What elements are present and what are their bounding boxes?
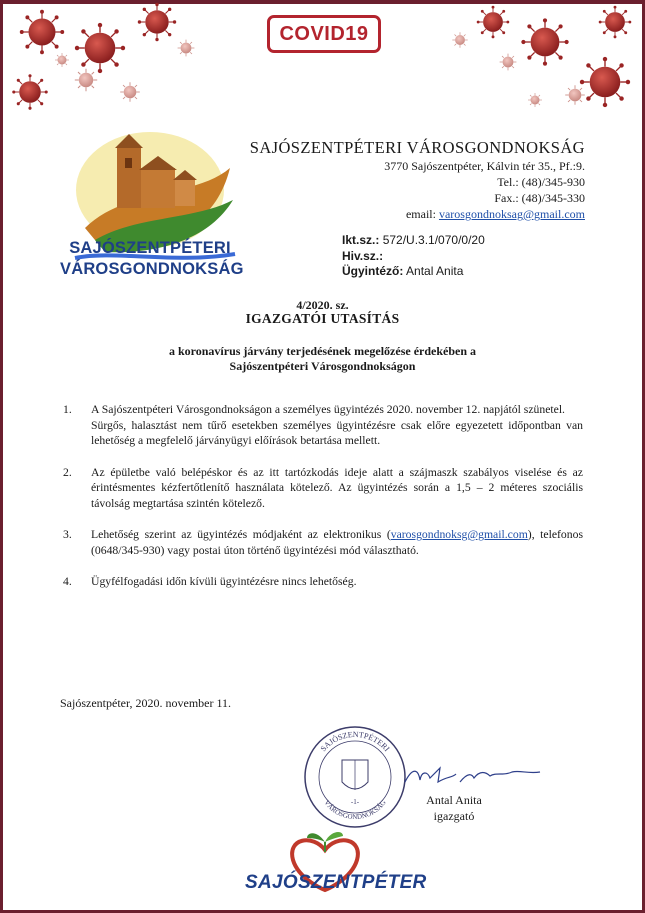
document-number: 4/2020. sz. <box>296 298 349 312</box>
list-item <box>63 465 583 512</box>
org-email-label: email: <box>405 207 436 221</box>
stamp-bottom-text: VÁROSGONDNOKSÁG <box>322 798 388 822</box>
stamp-center-text: -1- <box>350 798 360 806</box>
org-fax: Fax.: (48)/345-330 <box>494 191 585 205</box>
organization-header <box>250 137 585 222</box>
item-number: 3. <box>63 528 72 541</box>
reference-block <box>342 233 485 280</box>
item-text-pre: Lehetőség szerint az ügyintézés módjaként az elektronikus ( <box>91 528 391 541</box>
ref-ugyintezo-label: Ügyintéző: <box>342 264 404 278</box>
item-number: 2. <box>63 465 72 479</box>
org-name: SAJÓSZENTPÉTERI VÁROSGONDNOKSÁG <box>249 138 585 157</box>
signer-block <box>418 792 490 824</box>
ref-hiv-row <box>342 249 485 265</box>
item-text: Ügyfélfogadási időn kívüli ügyintézésre nincs lehetőség. <box>91 575 357 588</box>
ref-ikt-row <box>342 233 485 249</box>
item-text-post: ), telefonos (0648/345-930) vagy postai úton történő ügyintézési mód választható. <box>91 528 583 557</box>
city-logo-wordmark: SAJÓSZENTPÉTER <box>245 872 427 893</box>
ref-ikt-label: Ikt.sz.: <box>342 233 380 247</box>
instruction-list <box>63 402 583 606</box>
list-item <box>63 527 583 558</box>
list-item <box>63 574 583 590</box>
ref-hiv-label: Hiv.sz.: <box>342 248 384 263</box>
item-text <box>91 527 583 558</box>
signer-name: Antal Anita <box>426 793 482 807</box>
document-title: IGAZGATÓI UTASÍTÁS <box>245 311 400 326</box>
logo-line-2: VÁROSGONDNOKSÁG <box>60 260 244 278</box>
stamp-top-text: SAJÓSZENTPÉTERI <box>318 729 392 754</box>
org-address: 3770 Sajószentpéter, Kálvin tér 35., Pf.:9. <box>384 159 585 173</box>
subject-line-2: Sajószentpéteri Városgondnokságon <box>229 359 416 373</box>
document-subject <box>0 344 645 374</box>
item-text: A Sajószentpéteri Városgondnokságon a személyes ügyintézés 2020. november 12. napjától szünetel. <box>91 403 565 416</box>
item-email-link[interactable]: varosgondnoksg@gmail.com <box>390 528 528 541</box>
logo-line-1: SAJÓSZENTPÉTERI <box>69 239 231 257</box>
subject-line-1: a koronavírus járvány terjedésének megelőzése érdekében a <box>168 344 477 358</box>
item-text: Az épületbe való belépéskor és az itt tartózkodás ideje alatt a szájmaszk szabályos viselése és az érintésmentes kézfertőtlenítő használata kötelező. Az ügyintézés során a 1,5 – 2 méteres szociális távolság megtartása szintén kötelező. <box>91 465 583 510</box>
signer-title: igazgató <box>433 809 475 823</box>
list-item <box>63 402 583 449</box>
item-text: Sürgős, halasztást nem tűrő esetekben személyes ügyintézésre csak előre egyezetett időpontban van lehetőség a megfelelő járványügyi előírások betartása mellett. <box>91 418 583 447</box>
handwritten-signature <box>400 760 550 790</box>
ref-ugyintezo-value: Antal Anita <box>406 264 464 278</box>
org-email-link[interactable]: varosgondnoksag@gmail.com <box>438 207 585 221</box>
org-email-row <box>250 206 585 222</box>
official-stamp <box>300 722 410 832</box>
item-number: 4. <box>63 575 72 588</box>
logo-wordmark <box>60 238 244 280</box>
ref-ugyintezo-row <box>342 264 485 280</box>
org-tel: Tel.: (48)/345-930 <box>497 175 585 189</box>
place-date: Sajószentpéter, 2020. november 11. <box>60 696 232 710</box>
ref-ikt-value: 572/U.3.1/070/0/20 <box>382 233 485 247</box>
item-number: 1. <box>63 403 72 416</box>
city-logo <box>245 828 427 908</box>
covid-badge: COVID19 <box>267 15 381 53</box>
